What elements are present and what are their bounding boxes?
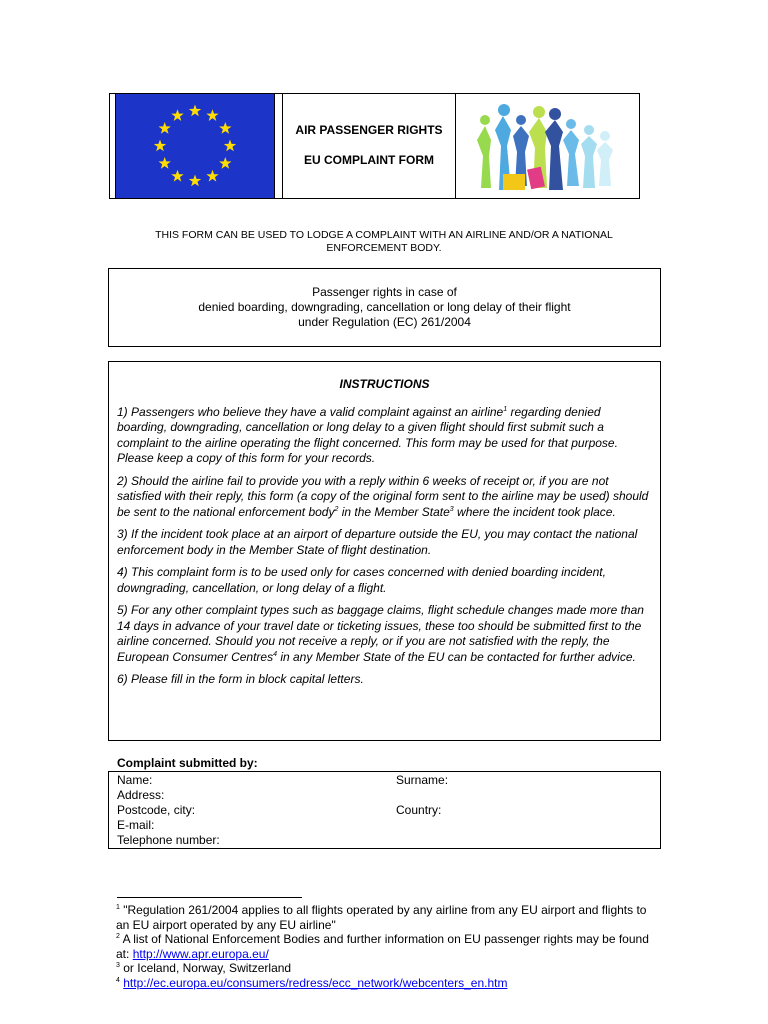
footnote-separator <box>117 897 302 898</box>
passengers-illustration <box>459 96 637 196</box>
intro-text: THIS FORM CAN BE USED TO LODGE A COMPLAINT WITH AN AIRLINE AND/OR A NATIONAL ENFORCEMENT BODY. <box>155 229 613 254</box>
apr-europa-link[interactable]: http://www.apr.europa.eu/ <box>132 946 269 961</box>
footnote-ref: 4 <box>273 650 277 658</box>
surname-field-label[interactable]: Surname: <box>396 773 449 787</box>
country-field-label[interactable]: Country: <box>396 803 442 817</box>
postcode-city-field-label[interactable]: Postcode, city: <box>117 803 196 817</box>
eu-flag-logo <box>116 94 274 198</box>
instruction-item: 3) If the incident took place at an airport of departure outside the EU, you may contact the national enforcement body in the Member State of flight destination. <box>117 527 638 557</box>
instruction-item: 1) Passengers who believe they have a valid complaint against an airline$^1$ regarding denied boarding, downgrading, cancellation or long delay to a given flight should first submit such a complaint to the airline operating the flight concerned. This form may be used for that purpose. Please keep a copy of this form for your records. <box>117 404 618 465</box>
header-divider <box>455 93 456 199</box>
footnote: $^4$ http://ec.europa.eu/consumers/redress/ecc_network/webcenters_en.htm <box>116 975 508 990</box>
telephone-field-label[interactable]: Telephone number: <box>117 833 220 847</box>
instruction-item: 4) This complaint form is to be used only for cases concerned with denied boarding incident, downgrading, cancellation, or long delay of a flight. <box>117 565 606 595</box>
regulation-box <box>108 268 661 347</box>
regulation-line: denied boarding, downgrading, cancellation or long delay of their flight <box>198 300 571 314</box>
name-field-label[interactable]: Name: <box>117 773 153 787</box>
footnote-ref: 1 <box>503 405 508 413</box>
regulation-line: under Regulation (EC) 261/2004 <box>298 315 471 329</box>
header-subtitle: EU COMPLAINT FORM <box>304 153 434 167</box>
footnote-ref: 3 <box>449 505 454 513</box>
complainant-form <box>108 771 661 849</box>
instruction-item: 6) Please fill in the form in block capital letters. <box>117 672 364 686</box>
header-title: AIR PASSENGER RIGHTS <box>295 123 443 137</box>
instructions-heading: INSTRUCTIONS <box>339 377 430 391</box>
regulation-line: Passenger rights in case of <box>312 285 457 299</box>
footnote: $^3$ or Iceland, Norway, Switzerland <box>116 961 292 975</box>
header-divider <box>274 93 275 199</box>
footnotes <box>116 903 656 990</box>
instruction-item: 2) Should the airline fail to provide you with a reply within 6 weeks of receipt or, if you are not satisfied with their reply, this form (a copy of the original form sent to the airline may be used) should be sent to the national enforcement body$^2$ in the Member State$^3$ where the incident took place. <box>117 473 649 519</box>
ecc-network-link[interactable]: http://ec.europa.eu/consumers/redress/ecc_network/webcenters_en.htm <box>123 975 508 990</box>
email-field-label[interactable]: E-mail: <box>117 818 155 832</box>
footnote: $^2$ A list of National Enforcement Bodies and further information on EU passenger rights may be found at: http://www.apr.europa.eu/ <box>116 932 649 961</box>
instruction-item: 5) For any other complaint types such as baggage claims, flight schedule changes made more than 14 days in advance of your travel date or ticketing issues, these too should be submitted first to the airline concerned. Should you not receive a reply, or if you are not satisfied with the reply, the European Consumer Centres$^4$ in any Member State of the EU can be contacted for further advice. <box>117 603 644 664</box>
header-divider <box>282 93 283 199</box>
footnote-ref: 2 <box>334 505 339 513</box>
footnote: $^1$ "Regulation 261/2004 applies to all flights operated by any airline from any EU airport and flights to an EU airport operated by any EU airline" <box>116 903 647 932</box>
instructions-box <box>108 361 661 741</box>
complaint-section-heading: Complaint submitted by: <box>117 756 258 770</box>
address-field-label[interactable]: Address: <box>117 788 165 802</box>
